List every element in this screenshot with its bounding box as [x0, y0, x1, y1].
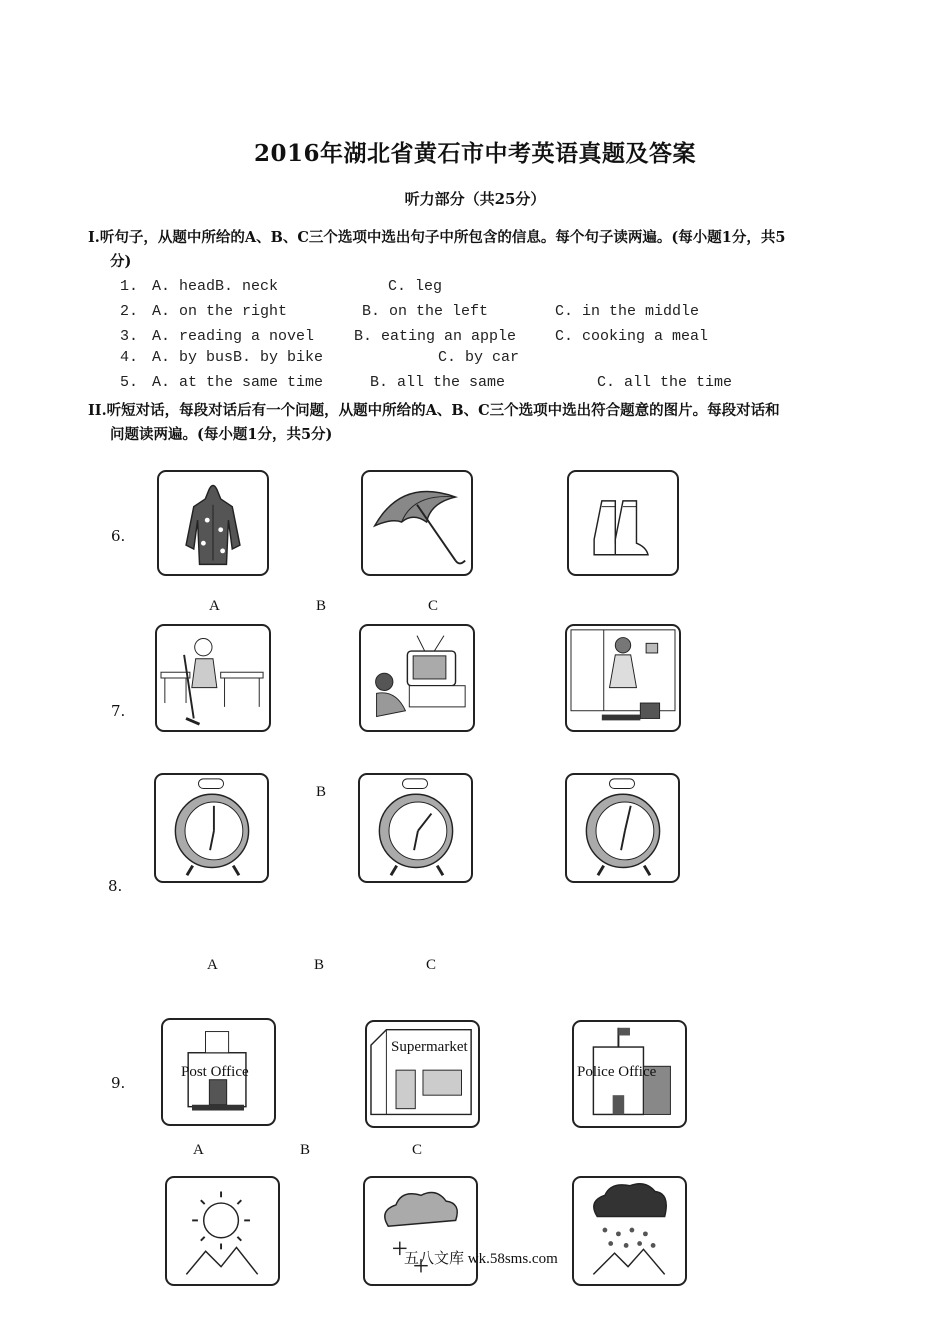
q8-bottom-label-c: C — [426, 957, 437, 973]
q6-number: 6. — [111, 527, 126, 545]
section2-heading — [88, 399, 878, 447]
q10-option-b-snowy[interactable] — [363, 1176, 478, 1286]
sun-icon — [167, 1178, 278, 1284]
q3-number: 3. — [120, 328, 139, 345]
section1-heading-line1: I.听句子，从题中所给的A、B、C三个选项中选出句子中所包含的信息。每个句子读两遍。(每小题1分，共5 — [88, 229, 786, 246]
q8-option-c-clock[interactable] — [565, 773, 680, 883]
q8-option-b-clock[interactable] — [358, 773, 473, 883]
q3-option-a: A. reading a novel — [152, 328, 315, 345]
supermarket-label: Supermarket — [391, 1039, 468, 1055]
q9-option-b-supermarket[interactable] — [365, 1020, 480, 1128]
alarm-clock-icon — [360, 775, 471, 881]
section2-heading-line1: II.听短对话，每段对话后有一个问题，从题中所给的A、B、C三个选项中选出符合题意的图片。每段对话和 — [88, 402, 780, 419]
q10-option-a-sunny[interactable] — [165, 1176, 280, 1286]
q3-option-b: B. eating an apple — [354, 328, 517, 345]
page-title: 2016年湖北省黄石市中考英语真题及答案 — [253, 140, 696, 167]
rain-cloud-icon — [574, 1178, 685, 1284]
q10-option-c-rainy[interactable] — [572, 1176, 687, 1286]
q6-option-a-raincoat[interactable] — [157, 470, 269, 576]
section-subtitle: 听力部分（共25分） — [404, 190, 546, 208]
q1-option-a: A. headB. neck — [152, 278, 279, 295]
umbrella-icon — [363, 472, 471, 574]
q9-label-b: B — [300, 1142, 311, 1158]
supermarket-icon — [367, 1022, 478, 1126]
q5-option-a: A. at the same time — [152, 374, 324, 391]
snow-cloud-icon — [365, 1178, 476, 1284]
q4-option-c: C. by car — [438, 349, 520, 366]
girl-cleaning-window-icon — [567, 626, 679, 730]
section2-heading-line2: 问题读两遍。(每小题1分，共5分) — [110, 426, 333, 443]
q7-number: 7. — [111, 702, 126, 720]
q8-label-b: B — [316, 784, 327, 800]
q9-label-a: A — [193, 1142, 204, 1158]
q1-number: 1. — [120, 278, 139, 295]
q5-option-b: B. all the same — [370, 374, 506, 391]
q6-label-b: B — [316, 598, 327, 614]
q6-option-c-boots[interactable] — [567, 470, 679, 576]
q2-option-a: A. on the right — [152, 303, 288, 320]
section1-heading — [88, 226, 878, 274]
q8-option-a-clock[interactable] — [154, 773, 269, 883]
footer-watermark: 五八文库 wk.58sms.com — [404, 1251, 558, 1267]
q6-label-c: C — [428, 598, 439, 614]
q8-number: 8. — [108, 877, 123, 895]
q7-option-c-cleaning-window[interactable] — [565, 624, 681, 732]
q4-number: 4. — [120, 349, 139, 366]
q1-option-c: C. leg — [388, 278, 443, 295]
q7-option-a-sweeping[interactable] — [155, 624, 271, 732]
q8-bottom-label-b: B — [314, 957, 325, 973]
q5-option-c: C. all the time — [597, 374, 733, 391]
q6-option-b-umbrella[interactable] — [361, 470, 473, 576]
police-office-label: Police Office — [577, 1064, 657, 1080]
q6-label-a: A — [209, 598, 220, 614]
q4-option-a: A. by busB. by bike — [152, 349, 324, 366]
raincoat-icon — [159, 472, 267, 574]
q9-number: 9. — [111, 1074, 126, 1092]
boy-watching-tv-icon — [361, 626, 473, 730]
alarm-clock-icon — [156, 775, 267, 881]
q9-label-c: C — [412, 1142, 423, 1158]
alarm-clock-icon — [567, 775, 678, 881]
girl-sweeping-icon — [157, 626, 269, 730]
boots-icon — [569, 472, 677, 574]
q3-option-c: C. cooking a meal — [555, 328, 709, 345]
post-office-label: Post Office — [181, 1064, 249, 1080]
section1-heading-line2: 分) — [110, 253, 132, 270]
q2-option-b: B. on the left — [362, 303, 489, 320]
q2-option-c: C. in the middle — [555, 303, 700, 320]
q5-number: 5. — [120, 374, 139, 391]
q2-number: 2. — [120, 303, 139, 320]
q7-option-b-watching-tv[interactable] — [359, 624, 475, 732]
q8-bottom-label-a: A — [207, 957, 218, 973]
